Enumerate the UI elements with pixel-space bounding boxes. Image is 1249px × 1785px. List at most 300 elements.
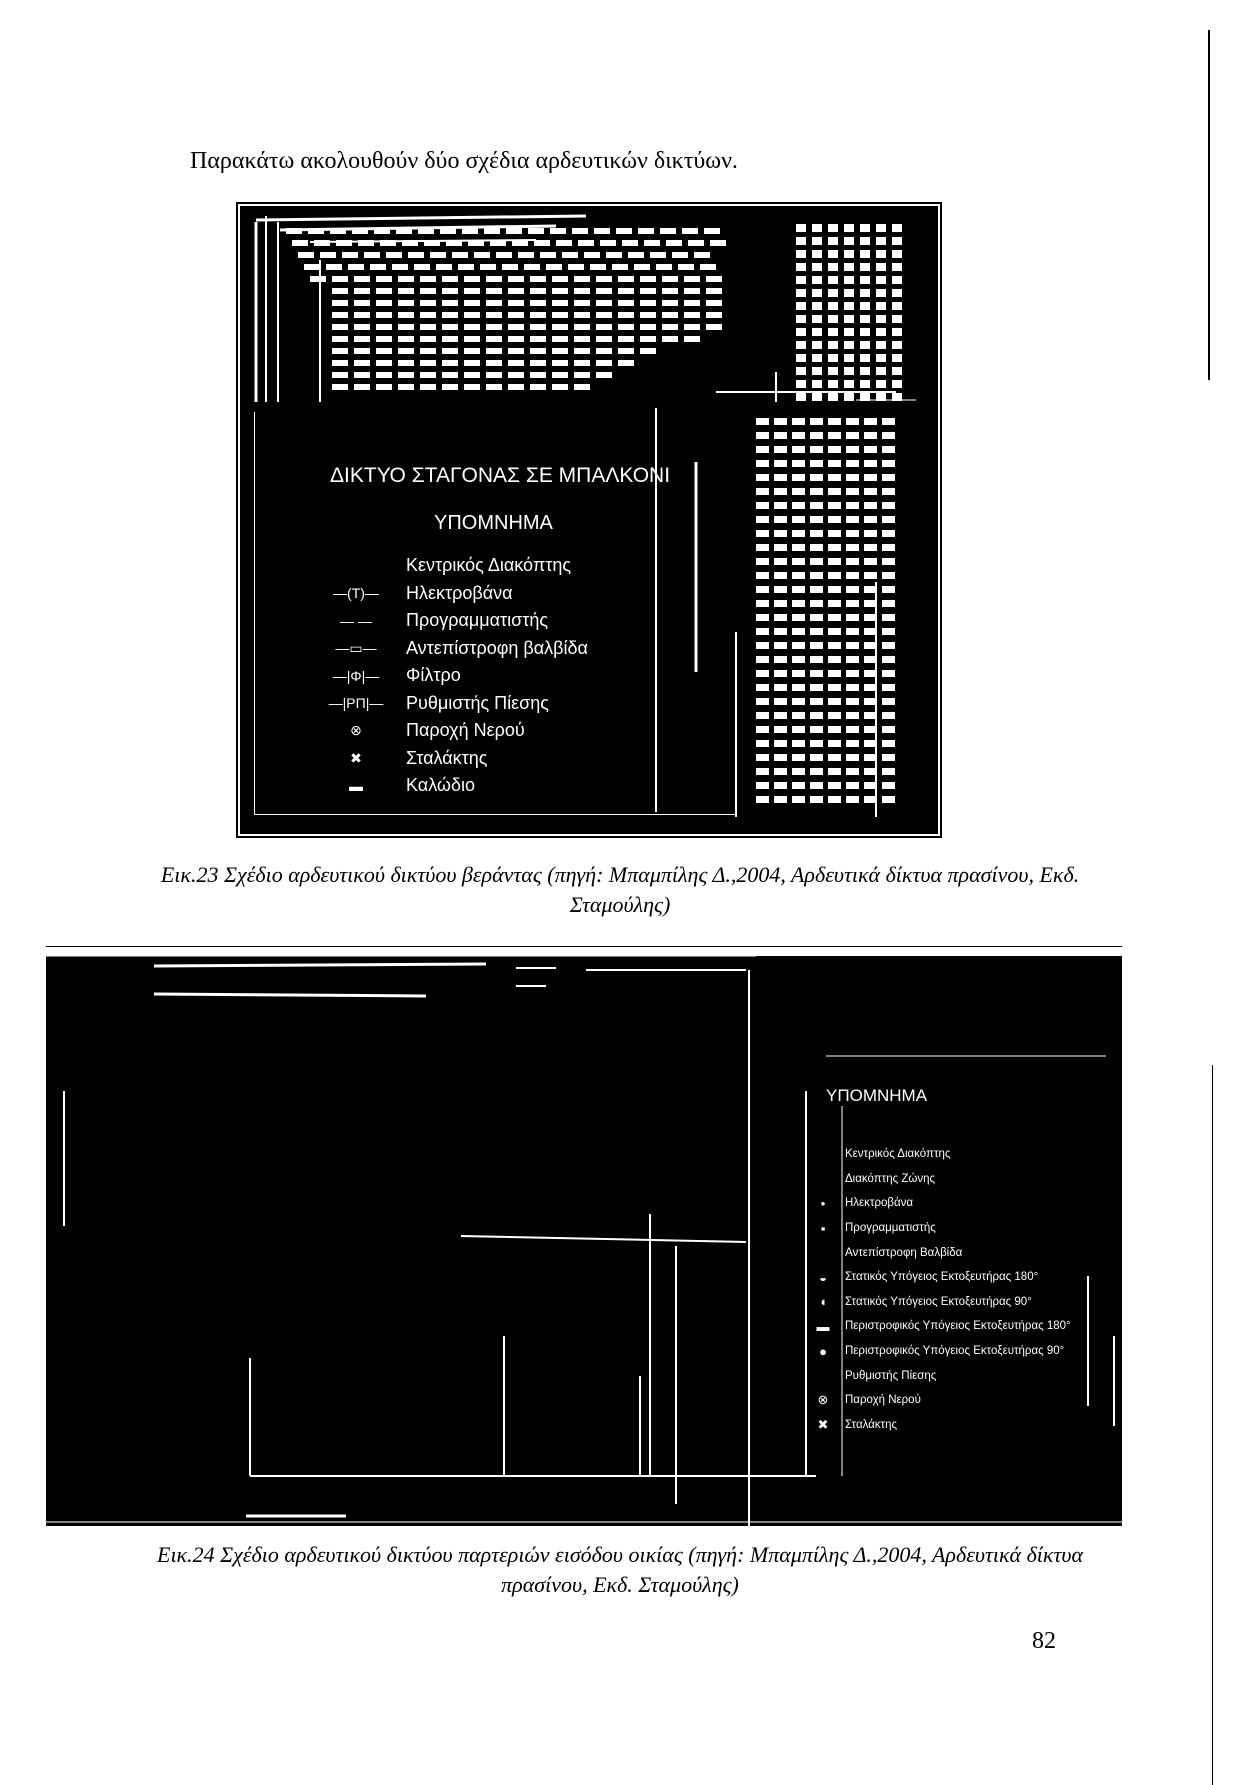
pipe-segment	[386, 252, 402, 258]
pipe-segment	[486, 348, 502, 354]
pipe-segment	[354, 348, 370, 354]
pipe-segment	[506, 228, 522, 234]
pipe-segment	[342, 252, 358, 258]
legend-label: Φίλτρο	[406, 665, 461, 686]
pipe-segment	[618, 324, 634, 330]
pipe-segment	[574, 324, 590, 330]
legend-label: Στατικός Υπόγειος Εκτοξευτήρας 180°	[845, 1271, 1039, 1284]
pipe-segment	[828, 754, 841, 761]
pipe-segment	[828, 558, 841, 565]
pipe-segment	[496, 252, 512, 258]
pipe-segment	[876, 354, 886, 362]
pipe-segment	[370, 264, 386, 270]
pipe-segment	[876, 276, 886, 284]
pipe-segment	[892, 237, 902, 245]
pipe-segment	[774, 418, 787, 425]
pipe-segment	[756, 530, 769, 537]
water-supply-icon: ⊗	[350, 722, 362, 739]
pipe-segment	[828, 684, 841, 691]
pipe-segment	[756, 656, 769, 663]
pipe-segment	[828, 474, 841, 481]
pipe-segment	[882, 768, 895, 775]
pipe-segment	[590, 264, 606, 270]
pipe-segment	[756, 712, 769, 719]
pipe-segment	[484, 228, 500, 234]
pipe-segment	[828, 418, 841, 425]
pipe-segment	[812, 263, 822, 271]
pipe-segment	[844, 380, 854, 388]
pipe-segment	[810, 782, 823, 789]
pipe-segment	[420, 384, 436, 390]
pipe-segment	[774, 460, 787, 467]
pipe-segment	[846, 726, 859, 733]
pipe-segment	[486, 360, 502, 366]
pipe-segment	[354, 360, 370, 366]
pipe-segment	[860, 302, 870, 310]
figure-24-garden-bed-network-plan	[46, 956, 1122, 1526]
pipe-segment	[618, 336, 634, 342]
pipe-segment	[860, 224, 870, 232]
pipe-segment	[756, 600, 769, 607]
pipe-segment	[792, 460, 805, 467]
pipe-segment	[844, 328, 854, 336]
pipe-segment	[398, 288, 414, 294]
legend-label: Κεντρικός Διακόπτης	[845, 1148, 951, 1161]
pipe-segment	[684, 312, 700, 318]
pipe-segment	[774, 684, 787, 691]
pipe-segment	[398, 348, 414, 354]
pipe-segment	[376, 324, 392, 330]
pipe-segment	[792, 614, 805, 621]
pipe-segment	[844, 302, 854, 310]
legend-row	[306, 580, 588, 608]
pipe-segment	[332, 336, 348, 342]
pipe-segment	[860, 250, 870, 258]
pipe-segment	[828, 502, 841, 509]
pipe-segment	[530, 276, 546, 282]
pipe-segment	[530, 312, 546, 318]
pipe-segment	[792, 558, 805, 565]
pipe-segment	[882, 628, 895, 635]
pipe-segment	[882, 698, 895, 705]
legend-row	[801, 1240, 1071, 1265]
pipe-segment	[662, 312, 678, 318]
pipe-segment	[792, 418, 805, 425]
sprinkler-180-icon: ◒	[819, 1269, 827, 1285]
pipe-segment	[600, 240, 616, 246]
pipe-segment	[756, 572, 769, 579]
pipe-segment	[810, 446, 823, 453]
pipe-segment	[596, 336, 612, 342]
pipe-segment	[706, 312, 722, 318]
pipe-segment	[892, 354, 902, 362]
pipe-segment	[864, 460, 877, 467]
pipe-segment	[756, 642, 769, 649]
pipe-segment	[860, 315, 870, 323]
pipe-segment	[792, 488, 805, 495]
pipe-segment	[846, 558, 859, 565]
pipe-segment	[792, 642, 805, 649]
pipe-segment	[486, 324, 502, 330]
pipe-segment	[354, 324, 370, 330]
pipe-segment	[414, 264, 430, 270]
legend-label: Ρυθμιστής Πίεσης	[406, 692, 549, 713]
pipe-segment	[792, 628, 805, 635]
pipe-segment	[846, 670, 859, 677]
pipe-segment	[828, 726, 841, 733]
pipe-segment	[756, 684, 769, 691]
legend-label: Περιστροφικός Υπόγειος Εκτοξευτήρας 180°	[845, 1320, 1071, 1333]
pipe-segment	[828, 628, 841, 635]
pipe-segment	[464, 288, 480, 294]
pipe-segment	[792, 768, 805, 775]
cable-icon: ▬	[349, 777, 363, 794]
pipe-segment	[864, 488, 877, 495]
pipe-segment	[530, 348, 546, 354]
pipe-segment	[846, 432, 859, 439]
legend-row	[801, 1167, 1071, 1192]
pipe-segment	[774, 768, 787, 775]
pipe-segment	[876, 224, 886, 232]
pipe-segment	[700, 264, 716, 270]
pipe-segment	[756, 670, 769, 677]
pipe-segment	[846, 418, 859, 425]
pipe-segment	[828, 460, 841, 467]
pipe-segment	[860, 328, 870, 336]
pipe-segment	[442, 276, 458, 282]
pipe-segment	[810, 712, 823, 719]
plan-title: ΔΙΚΤΥΟ ΣΤΑΓΟΝΑΣ ΣΕ ΜΠΑΛΚΟΝΙ	[330, 464, 671, 487]
sprinkler-90-icon: ◖	[819, 1294, 827, 1310]
pipe-segment	[660, 228, 676, 234]
pipe-segment	[774, 446, 787, 453]
pipe-segment	[892, 263, 902, 271]
pipe-segment	[796, 302, 806, 310]
pipe-segment	[876, 237, 886, 245]
pipe-segment	[376, 372, 392, 378]
pipe-segment	[452, 252, 468, 258]
pipe-segment	[796, 237, 806, 245]
pipe-segment	[864, 558, 877, 565]
pipe-segment	[846, 642, 859, 649]
pipe-segment	[574, 360, 590, 366]
dripper-icon: ✖	[817, 1416, 829, 1432]
pipe-segment	[828, 380, 838, 388]
pipe-segment	[464, 324, 480, 330]
pipe-segment	[756, 698, 769, 705]
pipe-segment	[480, 264, 496, 270]
pipe-segment	[892, 328, 902, 336]
pipe-segment	[524, 264, 540, 270]
legend-title: ΥΠΟΜΝΗΜΑ	[826, 1086, 928, 1105]
legend-row	[801, 1265, 1071, 1290]
pipe-segment	[464, 300, 480, 306]
pipe-segment	[812, 289, 822, 297]
pipe-segment	[864, 502, 877, 509]
legend-row	[306, 772, 588, 800]
pipe-segment	[552, 348, 568, 354]
pipe-segment	[810, 698, 823, 705]
pipe-segment	[474, 252, 490, 258]
pipe-segment	[792, 572, 805, 579]
pipe-segment	[882, 460, 895, 467]
pipe-segment	[846, 586, 859, 593]
pipe-segment	[846, 544, 859, 551]
pipe-segment	[574, 276, 590, 282]
pipe-segment	[846, 698, 859, 705]
pipe-segment	[568, 264, 584, 270]
pipe-segment	[644, 240, 660, 246]
pipe-segment	[756, 628, 769, 635]
pipe-segment	[844, 315, 854, 323]
figure-24-caption: Εικ.24 Σχέδιο αρδευτικού δικτύου παρτεριών εισόδου οικίας (πηγή: Μπαμπίλης Δ.,2004, Αρδευτικά δίκτυα πρασίνου, Εκδ. Σταμούλης)	[157, 1542, 1083, 1597]
pipe-segment	[706, 288, 722, 294]
pipe-segment	[640, 288, 656, 294]
pipe-segment	[354, 276, 370, 282]
legend-label: Περιστροφικός Υπόγειος Εκτοξευτήρας 90°	[845, 1345, 1065, 1358]
pipe-segment	[684, 288, 700, 294]
pipe-segment	[442, 288, 458, 294]
pipe-segment	[694, 252, 710, 258]
pipe-segment	[464, 336, 480, 342]
pipe-segment	[756, 740, 769, 747]
pipe-segment	[682, 228, 698, 234]
pipe-segment	[552, 384, 568, 390]
pipe-segment	[810, 432, 823, 439]
pipe-segment	[756, 768, 769, 775]
pipe-segment	[530, 288, 546, 294]
legend	[801, 1142, 1071, 1437]
pipe-segment	[882, 586, 895, 593]
pipe-segment	[864, 474, 877, 481]
pipe-segment	[796, 263, 806, 271]
pipe-segment	[812, 224, 822, 232]
pipe-segment	[860, 380, 870, 388]
pipe-segment	[810, 628, 823, 635]
pipe-segment	[810, 600, 823, 607]
pipe-segment	[662, 324, 678, 330]
pipe-segment	[844, 367, 854, 375]
pipe-segment	[892, 302, 902, 310]
pipe-segment	[756, 782, 769, 789]
pipe-segment	[828, 328, 838, 336]
pipe-segment	[792, 712, 805, 719]
pipe-segment	[354, 288, 370, 294]
pipe-segment	[828, 544, 841, 551]
pipe-segment	[508, 360, 524, 366]
pipe-segment	[810, 586, 823, 593]
pipe-segment	[688, 240, 704, 246]
legend-label: Σταλάκτης	[406, 747, 488, 768]
pipe-segment	[420, 372, 436, 378]
pipe-segment	[812, 380, 822, 388]
legend-row	[306, 607, 588, 635]
pipe-segment	[846, 530, 859, 537]
pipe-segment	[392, 264, 408, 270]
pipe-segment	[828, 642, 841, 649]
pipe-segment	[618, 348, 634, 354]
pipe-segment	[442, 360, 458, 366]
pipe-segment	[640, 312, 656, 318]
pipe-segment	[420, 312, 436, 318]
pressure-regulator-icon: —|PΠ|—	[328, 695, 384, 712]
pipe-segment	[332, 312, 348, 318]
pipe-segment	[596, 324, 612, 330]
pipe-segment	[792, 516, 805, 523]
pipe-segment	[876, 263, 886, 271]
pipe-segment	[420, 324, 436, 330]
pipe-segment	[650, 252, 666, 258]
pipe-segment	[398, 300, 414, 306]
pipe-segment	[810, 502, 823, 509]
pipe-segment	[810, 684, 823, 691]
pipe-segment	[882, 670, 895, 677]
pipe-segment	[442, 372, 458, 378]
pipe-segment	[846, 712, 859, 719]
pipe-segment	[354, 372, 370, 378]
pipe-segment	[354, 336, 370, 342]
pipe-segment	[398, 360, 414, 366]
pipe-segment	[882, 572, 895, 579]
pipe-segment	[420, 348, 436, 354]
pipe-segment	[846, 656, 859, 663]
pipe-segment	[756, 544, 769, 551]
legend-label: Καλώδιο	[406, 775, 476, 796]
pipe-segment	[828, 768, 841, 775]
pipe-segment	[810, 488, 823, 495]
pipe-segment	[756, 488, 769, 495]
pipe-segment	[442, 348, 458, 354]
pipe-segment	[882, 740, 895, 747]
pipe-segment	[502, 264, 518, 270]
pipe-segment	[846, 488, 859, 495]
pipe-segment	[508, 384, 524, 390]
pipe-segment	[844, 341, 854, 349]
pipe-segment	[774, 474, 787, 481]
pipe-segment	[464, 384, 480, 390]
pipe-segment	[774, 572, 787, 579]
legend-row	[801, 1314, 1071, 1339]
pipe-segment	[846, 768, 859, 775]
pipe-segment	[892, 276, 902, 284]
pipe-segment	[796, 289, 806, 297]
pipe-segment	[810, 726, 823, 733]
pipe-segment	[398, 336, 414, 342]
pipe-segment	[774, 516, 787, 523]
controller-icon: — —	[340, 612, 372, 629]
pipe-segment	[420, 288, 436, 294]
pipe-segment	[882, 558, 895, 565]
pipe-segment	[828, 782, 841, 789]
pipe-segment	[810, 768, 823, 775]
pipe-segment	[662, 276, 678, 282]
pipe-segment	[846, 754, 859, 761]
pipe-segment	[828, 224, 838, 232]
pipe-segment	[310, 276, 326, 282]
pipe-segment	[876, 302, 886, 310]
pipe-segment	[612, 264, 628, 270]
pipe-segment	[710, 240, 726, 246]
legend-row	[801, 1388, 1071, 1413]
pipe-segment	[616, 228, 632, 234]
pipe-segment	[756, 754, 769, 761]
pipe-segment	[458, 264, 474, 270]
pipe-segment	[792, 502, 805, 509]
pipe-segment	[640, 348, 656, 354]
pipe-segment	[860, 237, 870, 245]
pipe-segment	[792, 544, 805, 551]
water-supply-icon: ⊗	[817, 1392, 829, 1408]
pipe-segment	[508, 336, 524, 342]
pipe-segment	[596, 300, 612, 306]
pipe-segment	[530, 324, 546, 330]
solenoid-valve-icon: —(T)—	[333, 585, 379, 602]
pipe-segment	[530, 384, 546, 390]
pipe-segment	[796, 224, 806, 232]
pipe-segment	[756, 502, 769, 509]
pipe-segment	[574, 300, 590, 306]
pipe-line	[256, 216, 586, 220]
pipe-segment	[882, 488, 895, 495]
pipe-segment	[812, 341, 822, 349]
pipe-segment	[332, 324, 348, 330]
legend-label: Προγραμματιστής	[406, 610, 549, 631]
legend-row	[801, 1142, 1071, 1167]
rule-line	[46, 946, 1122, 947]
pipe-segment	[408, 252, 424, 258]
pipe-segment	[810, 530, 823, 537]
pipe-segment	[634, 264, 650, 270]
pipe-segment	[864, 432, 877, 439]
pipe-segment	[640, 336, 656, 342]
pipe-segment	[376, 312, 392, 318]
pipe-segment	[774, 712, 787, 719]
pipe-segment	[486, 336, 502, 342]
pipe-segment	[882, 502, 895, 509]
pipe-segment	[810, 572, 823, 579]
pipe-segment	[828, 586, 841, 593]
pipe-segment	[882, 474, 895, 481]
pipe-segment	[552, 336, 568, 342]
pipe-segment	[332, 288, 348, 294]
pipe-segment	[704, 228, 720, 234]
pipe-segment	[828, 302, 838, 310]
legend-label: Αντεπίστροφη βαλβίδα	[406, 637, 588, 658]
pipe-segment	[844, 263, 854, 271]
pipe-segment	[640, 324, 656, 330]
legend-row	[801, 1191, 1071, 1216]
pipe-segment	[552, 300, 568, 306]
pipe-segment	[552, 312, 568, 318]
pipe-segment	[864, 516, 877, 523]
pipe-segment	[892, 250, 902, 258]
pipe-segment	[792, 656, 805, 663]
pipe-segment	[796, 315, 806, 323]
pipe-segment	[796, 393, 806, 401]
pipe-segment	[828, 796, 841, 803]
pipe-segment	[552, 276, 568, 282]
pipe-segment	[792, 740, 805, 747]
pipe-segment	[792, 600, 805, 607]
pipe-segment	[508, 300, 524, 306]
pipe-segment	[892, 289, 902, 297]
pipe-segment	[828, 488, 841, 495]
pipe-segment	[528, 228, 544, 234]
pipe-segment	[292, 240, 308, 246]
pipe-segment	[398, 372, 414, 378]
pipe-segment	[756, 614, 769, 621]
pipe-segment	[846, 572, 859, 579]
